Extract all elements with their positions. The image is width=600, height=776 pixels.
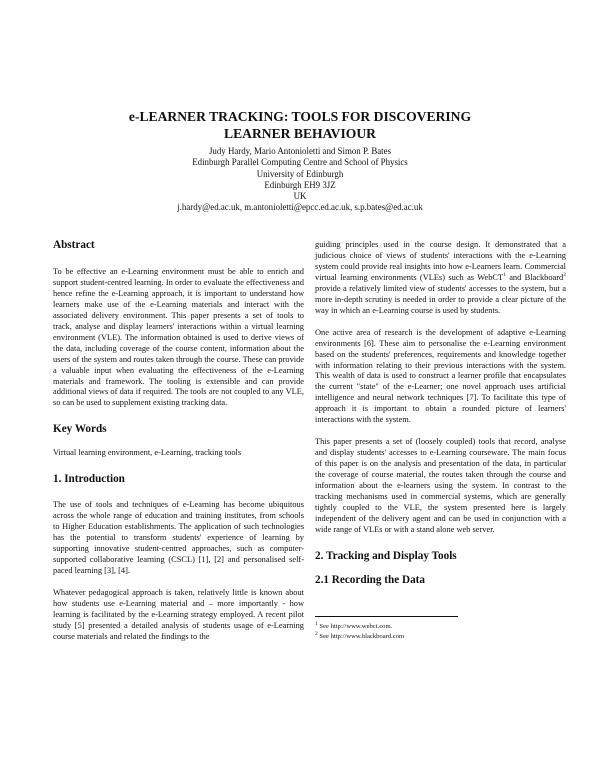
author-emails: j.hardy@ed.ac.uk, m.antonioletti@epcc.ed.ac.uk, s.p.bates@ed.ac.uk — [177, 202, 423, 213]
footnote-divider — [315, 616, 458, 617]
author-country: UK — [293, 191, 307, 202]
author-block — [60, 146, 540, 214]
title-line-2: LEARNER BEHAVIOUR — [224, 126, 376, 141]
section-2-1-heading: 2.1 Recording the Data — [315, 573, 425, 586]
introduction-paragraph-1: The use of tools and techniques of e-Learning has become ubiquitous across the whole range of education and training institutes, from schools to Higher Education establishments. The application of such technologies has the potential to transform students' experience of learning by supporting innovative student-centred approaches, such as computer-supported collaborative learning (CSCL) [1], [2] and personalised self-paced learning [3], [4]. — [53, 500, 304, 576]
footnote-2: $^2$ See http://www.blackboard.com — [315, 631, 405, 641]
author-affiliation: Edinburgh Parallel Computing Centre and School of Physics — [192, 157, 408, 168]
right-paragraph-2: One active area of research is the development of adaptive e-Learning environments [6]. These aim to personalise the e-Learning environment based on the students' preferences, requirements and knowledge together with information relating to their previous interactions with the system. This wealth of data is used to construct a learner profile that encapsulates the current "state" of the e-Learner; one novel approach uses artificial intelligence and neural network techniques [7]. To facilitate this type of approach it is important to obtain a rounded picture of learners' interactions with the system. — [315, 327, 566, 425]
introduction-paragraph-2: Whatever pedagogical approach is taken, relatively little is known about how students use e-Learning material and – more importantly - how learning is facilitated by the e-Learning strategy employed. A recent pilot study [5] presented a detailed analysis of students usage of e-Learning course materials and related the findings to the — [53, 588, 304, 641]
author-postcode: Edinburgh EH9 3JZ — [264, 179, 336, 190]
footnote-ref-1: 1 — [503, 272, 506, 279]
title-line-1: e-LEARNER TRACKING: TOOLS FOR DISCOVERING — [128, 109, 472, 124]
right-column — [315, 240, 566, 643]
footnote-ref-2: 2 — [563, 272, 566, 279]
author-names: Judy Hardy, Mario Antonioletti and Simon P. Bates — [208, 146, 392, 156]
keywords-text: Virtual learning environment, e-Learning, tracking tools — [53, 448, 242, 458]
right-paragraph-3: This paper presents a set of (loosely coupled) tools that record, analyse and display students' accesses to e-Learning courseware. The main focus of this paper is on the analysis and presentation of the data, in particular the coverage of course material, the routes taken through the course and information about the e-learners using the system. In contrast to the tracking mechanisms used in commercial systems, which are generally tightly coupled to the VLE, the system presented here is largely independent of the delivery agent and can be used in conjunction with a wide range of VLEs or with a stand alone web server. — [315, 437, 566, 534]
introduction-heading: 1. Introduction — [53, 473, 125, 486]
abstract-heading: Abstract — [53, 239, 95, 251]
keywords-heading: Key Words — [53, 423, 107, 436]
author-university: University of Edinburgh — [256, 168, 344, 179]
paper-title — [60, 108, 540, 142]
right-paragraph-1: guiding principles used in the course design. It demonstrated that a judicious choice of views of students' interactions with the e-Learning system could provide real insights into how e-Learners learn. Commercial virtual learning environments (VLEs) such as WebCT$^1$ and Blackboard$^2$ provide a relatively limited view of students' accesses to the system, but a more in-depth scrutiny is needed in order to provide a clear picture of the way in which an e-Learning course is used by students. — [315, 240, 566, 315]
abstract-text: To be effective an e-Learning environment must be able to enrich and support student-centred learning. In order to evaluate the effectiveness and hence refine the e-Learning approach, it is important to understand how learners make use of the e-Learning materials and interact with the associated delivery environment. This paper presents a set of tools to track, analyse and display learners' interactions within a virtual learning environment (VLE). The information obtained is used to derive views of the data, including coverage of the course content, information about the users of the system and routes taken through the course. These can provide a valuable input when evaluating the effectiveness of the e-Learning materials and framework. The tooling is extensible and can provide additional views of data if required. The tools are not coupled to any VLE, so can be used to supplement existing tracking data. — [53, 267, 304, 408]
section-2-heading: 2. Tracking and Display Tools — [315, 549, 457, 562]
left-column — [53, 238, 304, 643]
footnote-1: $^1$ See http://www.webct.com. — [315, 620, 393, 630]
